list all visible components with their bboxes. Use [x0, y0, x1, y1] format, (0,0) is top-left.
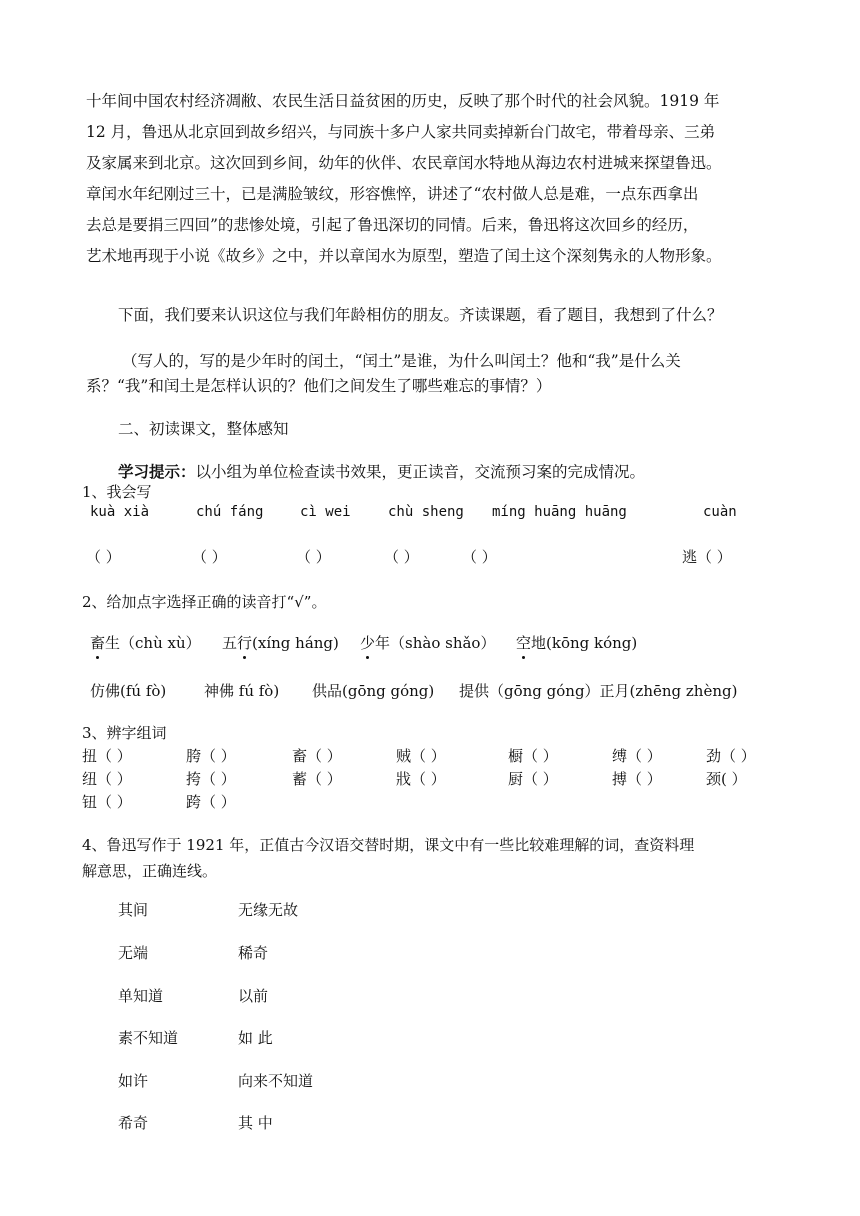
word-blank[interactable]: 跨（ ） [186, 793, 236, 811]
dotted-char: 行 [237, 634, 253, 652]
word-blank[interactable]: 厨（ ） [508, 770, 558, 788]
answer-blank[interactable]: （ ） [86, 548, 121, 566]
answer-blank[interactable]: （ ） [192, 548, 227, 566]
dotted-char: 空 [516, 634, 532, 652]
word-blank[interactable]: 戕（ ） [396, 770, 446, 788]
paragraph-answer-line: （写人的，写的是少年时的闰土，“闰土”是谁，为什么叫闰土？他和“我”是什么关 [122, 352, 681, 370]
word-blank[interactable]: 钮（ ） [82, 793, 132, 811]
match-term[interactable]: 如许 [118, 1072, 149, 1090]
pronunciation-choice[interactable]: 提供（gōng góng）正月(zhēng zhèng) [459, 682, 738, 700]
match-term[interactable]: 其间 [118, 901, 149, 919]
pronunciation-choice[interactable]: 畜生（chù xù） [90, 634, 201, 652]
paragraph-intro-question: 下面，我们要来认识这位与我们年龄相仿的朋友。齐读课题，看了题目，我想到了什么？ [118, 306, 723, 324]
answer-blank[interactable]: （ ） [462, 548, 497, 566]
match-term[interactable]: 素不知道 [118, 1029, 179, 1047]
intro-line: 去总是要捐三四回”的悲惨处境，引起了鲁迅深切的同情。后来，鲁迅将这次回乡的经历， [86, 216, 699, 234]
word-blank[interactable]: 颈( ） [706, 770, 747, 788]
q1-title: 1、我会写 [82, 483, 152, 501]
pinyin-item: míng huāng huāng [492, 504, 627, 520]
pronunciation-choice[interactable]: 五行(xíng háng) [222, 634, 339, 652]
pronunciation-choice[interactable]: 仿佛(fú fò) [90, 682, 167, 700]
word-blank[interactable]: 畜（ ） [292, 747, 342, 765]
pinyin-item: kuà xià [90, 504, 150, 520]
pinyin-item: chú fáng [196, 504, 264, 520]
word-blank[interactable]: 扭（ ） [82, 747, 132, 765]
dotted-char: 畜 [90, 634, 106, 652]
answer-blank[interactable]: （ ） [296, 548, 331, 566]
pinyin-item: cuàn [703, 504, 737, 520]
pinyin-item: cì wei [300, 504, 351, 520]
dotted-char: 少 [360, 634, 376, 652]
word-blank[interactable]: 橱（ ） [508, 747, 558, 765]
intro-line: 艺术地再现于小说《故乡》之中，并以章闰水为原型，塑造了闰土这个深刻隽永的人物形象。 [86, 247, 722, 265]
section-heading: 二、初读课文，整体感知 [118, 420, 289, 438]
pronunciation-choice[interactable]: 神佛 fú fò) [204, 682, 280, 700]
match-meaning[interactable]: 稀奇 [238, 944, 269, 962]
word-blank[interactable]: 贼（ ） [396, 747, 446, 765]
q3-title: 3、辨字组词 [82, 724, 167, 742]
pronunciation-choice[interactable]: 供品(gōng góng) [312, 682, 435, 700]
match-term[interactable]: 无端 [118, 944, 149, 962]
pinyin-item: chù sheng [388, 504, 464, 520]
word-blank[interactable]: 劲（ ） [706, 747, 756, 765]
pronunciation-choice[interactable]: 少年（shào shǎo） [360, 634, 496, 652]
q2-title: 2、给加点字选择正确的读音打“√”。 [82, 593, 327, 611]
word-blank[interactable]: 搏（ ） [612, 770, 662, 788]
word-blank[interactable]: 挎（ ） [186, 770, 236, 788]
answer-blank[interactable]: 逃（ ） [682, 548, 732, 566]
word-blank[interactable]: 纽（ ） [82, 770, 132, 788]
intro-line: 章闰水年纪刚过三十，已是满脸皱纹，形容憔悴，讲述了“农村做人总是难，一点东西拿出 [86, 185, 699, 203]
q4-title-line: 4、鲁迅写作于 1921 年，正值古今汉语交替时期，课文中有一些比较难理解的词，查资料理 [82, 836, 695, 854]
study-tip-label: 学习提示： [118, 462, 196, 481]
word-blank[interactable]: 胯（ ） [186, 747, 236, 765]
study-tip [118, 456, 808, 488]
match-meaning[interactable]: 向来不知道 [238, 1072, 314, 1090]
match-meaning[interactable]: 其 中 [238, 1114, 273, 1132]
study-tip-text: 以小组为单位检查读书效果，更正读音，交流预习案的完成情况。 [195, 463, 646, 481]
word-blank[interactable]: 蓄（ ） [292, 770, 342, 788]
match-meaning[interactable]: 无缘无故 [238, 901, 299, 919]
intro-line: 12 月，鲁迅从北京回到故乡绍兴，与同族十多户人家共同卖掉新台门故宅，带着母亲、三弟 [86, 123, 716, 141]
match-meaning[interactable]: 以前 [238, 987, 269, 1005]
intro-line: 十年间中国农村经济凋敝、农民生活日益贫困的历史，反映了那个时代的社会风貌。1919 年 [86, 92, 720, 110]
q4-title-line: 解意思，正确连线。 [82, 862, 218, 880]
pronunciation-choice[interactable]: 空地(kōng kóng) [516, 634, 638, 652]
match-term[interactable]: 单知道 [118, 987, 164, 1005]
answer-blank[interactable]: （ ） [384, 548, 419, 566]
match-meaning[interactable]: 如 此 [238, 1029, 273, 1047]
intro-line: 及家属来到北京。这次回到乡间，幼年的伙伴、农民章闰水特地从海边农村进城来探望鲁迅。 [86, 154, 722, 172]
match-term[interactable]: 希奇 [118, 1114, 149, 1132]
word-blank[interactable]: 缚（ ） [612, 747, 662, 765]
paragraph-answer-line: 系？“我”和闰土是怎样认识的？他们之间发生了哪些难忘的事情？） [86, 377, 552, 395]
